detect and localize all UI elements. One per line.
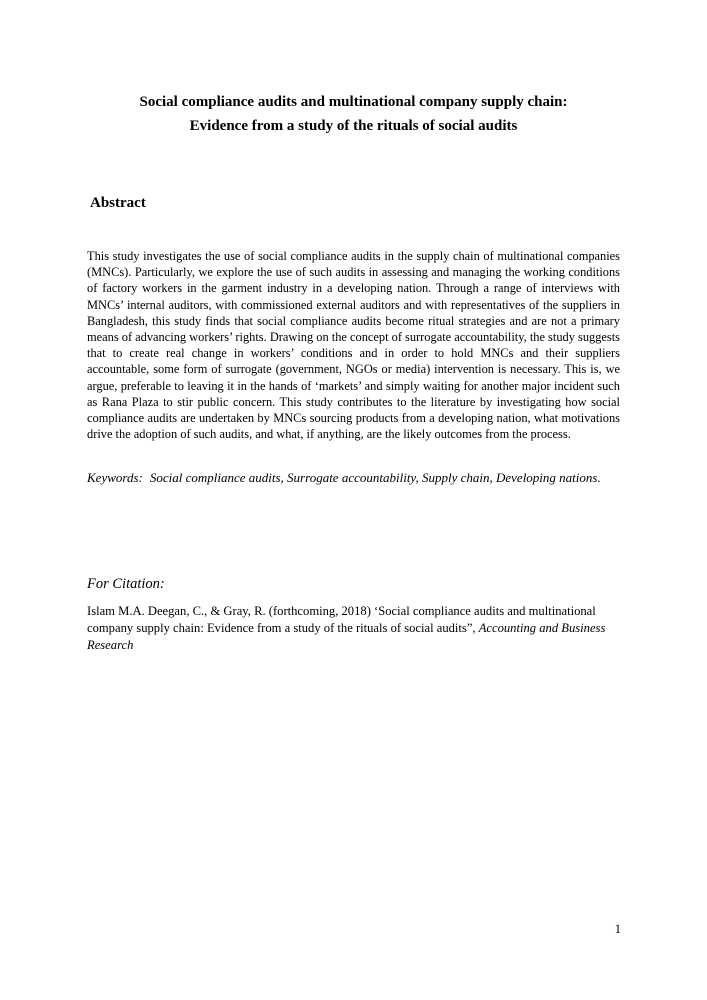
abstract-body: This study investigates the use of social compliance audits in the supply chain of multinational companies (MNCs). Particularly, we explore the use of such audits in assessing and managing the working conditions of factory workers in the garment industry in a developing nation. Through a range of interviews with MNCs’ internal auditors, with commissioned external auditors and with representatives of the suppliers in Bangladesh, this study finds that social compliance audits become ritual strategies and are not a primary means of advancing workers’ rights. Drawing on the concept of surrogate accountability, the study suggests that to create real change in workers’ conditions and in order to hold MNCs and their suppliers accountable, some form of surrogate (government, NGOs or media) intervention is necessary. This is, we argue, preferable to leaving it in the hands of ‘markets’ and simply waiting for another major incident such as Rana Plaza to stir public concern. This study contributes to the literature by investigating how social compliance audits are undertaken by MNCs sourcing products from a developing nation, what motivations drive the adoption of such audits, and what, if anything, are the likely outcomes from the process. [87,249,620,442]
citation-heading: For Citation: [87,576,165,592]
page-number: 1 [614,922,621,936]
abstract-heading: Abstract [90,195,146,211]
paper-title-line-2: Evidence from a study of the rituals of social audits [189,118,518,134]
keywords-label: Keywords: [87,470,143,485]
citation-text [87,603,624,654]
paper-title-line-1: Social compliance audits and multinational company supply chain: [139,94,568,110]
citation-reference: Islam M.A. Deegan, C., & Gray, R. (forthcoming, 2018) ‘Social compliance audits and multinational company supply chain: Evidence from a study of the rituals of social audits”, [87,604,596,635]
keywords-text: Social compliance audits, Surrogate accountability, Supply chain, Developing nations. [149,470,601,485]
keywords-line [87,470,601,486]
citation-journal: Accounting and Business Research [87,621,606,652]
paper-title [0,90,707,138]
